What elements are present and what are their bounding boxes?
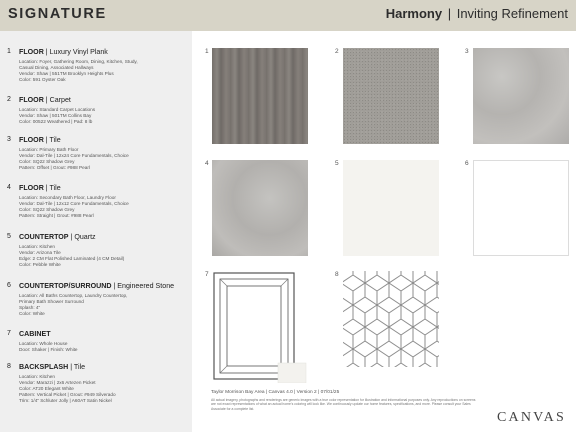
spec-number: 7 xyxy=(7,330,11,337)
spec-line: Primary Bath Shower Surround xyxy=(19,298,84,304)
swatch-lvp-oyster-oak xyxy=(212,48,308,144)
spec-line: Pattern: Offset | Grout: #988 Pearl xyxy=(19,164,90,170)
canvas-logo: CANVAS xyxy=(497,410,566,425)
collection-name: Harmony xyxy=(385,6,443,21)
spec-line: Color: SQ22 Shadow Grey xyxy=(19,158,75,164)
spec-item-floor-carpet xyxy=(7,96,189,125)
spec-line: Location: All Baths Countertop, Laundry Countertop, xyxy=(19,293,128,298)
swatch-tile-shadow-grey-12x24 xyxy=(473,48,569,144)
spec-line: Color: 591 Oyster Oak xyxy=(19,76,66,82)
picket-pattern xyxy=(343,271,439,367)
collection-title xyxy=(386,6,568,21)
tile-number: 1 xyxy=(205,48,209,55)
spec-line: Color: SQ22 Shadow Grey xyxy=(19,206,75,212)
spec-line: Color: White xyxy=(19,310,45,316)
shaker-door-drawing xyxy=(212,271,308,383)
spec-line: Color: Pebble White xyxy=(19,261,61,267)
spec-line: Location: Standard Carpet Locations xyxy=(19,107,96,112)
spec-title: FLOOR | Carpet xyxy=(19,96,71,104)
tile-number: 2 xyxy=(335,48,339,55)
tile-number: 5 xyxy=(335,160,339,167)
tile-number: 4 xyxy=(205,160,209,167)
spec-line: Location: Kitchen xyxy=(19,244,55,249)
spec-title: BACKSPLASH | Tile xyxy=(19,363,86,371)
spec-line: Vendor: Shaw | 501TM Collins Bay xyxy=(19,112,92,118)
spec-line: Color: 00522 Weathered | Pad: 8 lb xyxy=(19,118,93,124)
tile-number: 3 xyxy=(465,48,469,55)
spec-item-floor-tile-secondary xyxy=(7,184,189,219)
spec-title: FLOOR | Luxury Vinyl Plank xyxy=(19,48,108,56)
spec-sidebar xyxy=(0,31,192,432)
spec-number: 8 xyxy=(7,363,11,370)
title-separator: | xyxy=(447,6,452,21)
swatch-backsplash-picket xyxy=(343,271,439,367)
spec-item-floor-tile-primary xyxy=(7,136,189,171)
spec-line: Location: Secondary Bath Floor, Laundry Floor xyxy=(19,195,116,200)
swatch-carpet-weathered xyxy=(343,48,439,144)
swatch-tile-shadow-grey-12x12 xyxy=(212,160,308,256)
spec-title: COUNTERTOP/SURROUND | Engineered Stone xyxy=(19,282,175,290)
spec-line: Vendor: Dal-Tile | 12x12 Core Fundamentals, Choice xyxy=(19,200,129,206)
spec-title: FLOOR | Tile xyxy=(19,136,61,144)
spec-line: Casual Dining, Associated Hallways xyxy=(19,64,94,70)
spec-number: 4 xyxy=(7,184,11,191)
swatch-engineered-stone-white xyxy=(473,160,569,256)
spec-line: Location: Foyer, Gathering Room, Dining, Kitchen, Study, xyxy=(19,59,138,64)
brand-title: SIGNATURE xyxy=(8,6,107,22)
spec-line: Splash: 4" xyxy=(19,304,41,310)
tile-number: 7 xyxy=(205,271,209,278)
spec-line: Trim: 1/4" Schluter Jolly | A60AT Satin Nickel xyxy=(19,397,112,403)
spec-line: Pattern: Straight | Grout: #988 Pearl xyxy=(19,212,94,218)
spec-item-floor-lvp xyxy=(7,48,189,83)
spec-number: 3 xyxy=(7,136,11,143)
spec-item-countertop-quartz xyxy=(7,233,189,268)
spec-number: 1 xyxy=(7,48,11,55)
spec-title: FLOOR | Tile xyxy=(19,184,61,192)
spec-line: Edge: 2 CM Flat Polished Laminated (4 CM Detail) xyxy=(19,255,125,261)
collection-tagline: Inviting Refinement xyxy=(456,6,568,21)
header-bar xyxy=(0,0,576,31)
spec-line: Location: Kitchen xyxy=(19,374,55,379)
spec-line: Location: Whole House xyxy=(19,341,68,346)
tile-number: 6 xyxy=(465,160,469,167)
spec-number: 2 xyxy=(7,96,11,103)
spec-line: Vendor: Shaw | 551TM Brooklyn Heights Plus xyxy=(19,70,114,76)
spec-line: Vendor: Dal-Tile | 12x24 Core Fundamentals, Choice xyxy=(19,152,129,158)
spec-item-countertop-surround xyxy=(7,282,189,317)
footer-meta: Taylor Morrison Bay Area | Canvas 4.0 | Version 2 | 07/01/25 xyxy=(211,390,340,395)
swatch-cabinet-shaker-white xyxy=(212,271,308,383)
swatch-quartz-pebble-white xyxy=(343,160,439,256)
spec-line: Vendor: Marazzi | 2x6 Artezen Picket xyxy=(19,379,96,385)
spec-item-backsplash xyxy=(7,363,189,404)
spec-number: 6 xyxy=(7,282,11,289)
spec-title: COUNTERTOP | Quartz xyxy=(19,233,96,241)
tile-number: 8 xyxy=(335,271,339,278)
spec-line: Vendor: Arizona Tile xyxy=(19,249,61,255)
spec-number: 5 xyxy=(7,233,11,240)
spec-line: Location: Primary Bath Floor xyxy=(19,147,79,152)
spec-line: Pattern: Vertical Picket | Grout: #949 Silverado xyxy=(19,391,116,397)
spec-title: CABINET xyxy=(19,330,51,338)
footer-disclaimer: All actual imagery, photographs and renderings are generic images with a true color representation for illustration and informational purposes only. Any reproductions on screens are not exact representations of what an actual home's coloring will look like. We continuously update our home features, specifications, and more. Please consult your Sales Associate for a complete list. xyxy=(211,398,476,411)
spec-item-cabinet xyxy=(7,330,189,353)
spec-line: Door: Shaker | Finish: White xyxy=(19,346,78,352)
spec-line: Color: AT20 Elegant White xyxy=(19,385,74,391)
